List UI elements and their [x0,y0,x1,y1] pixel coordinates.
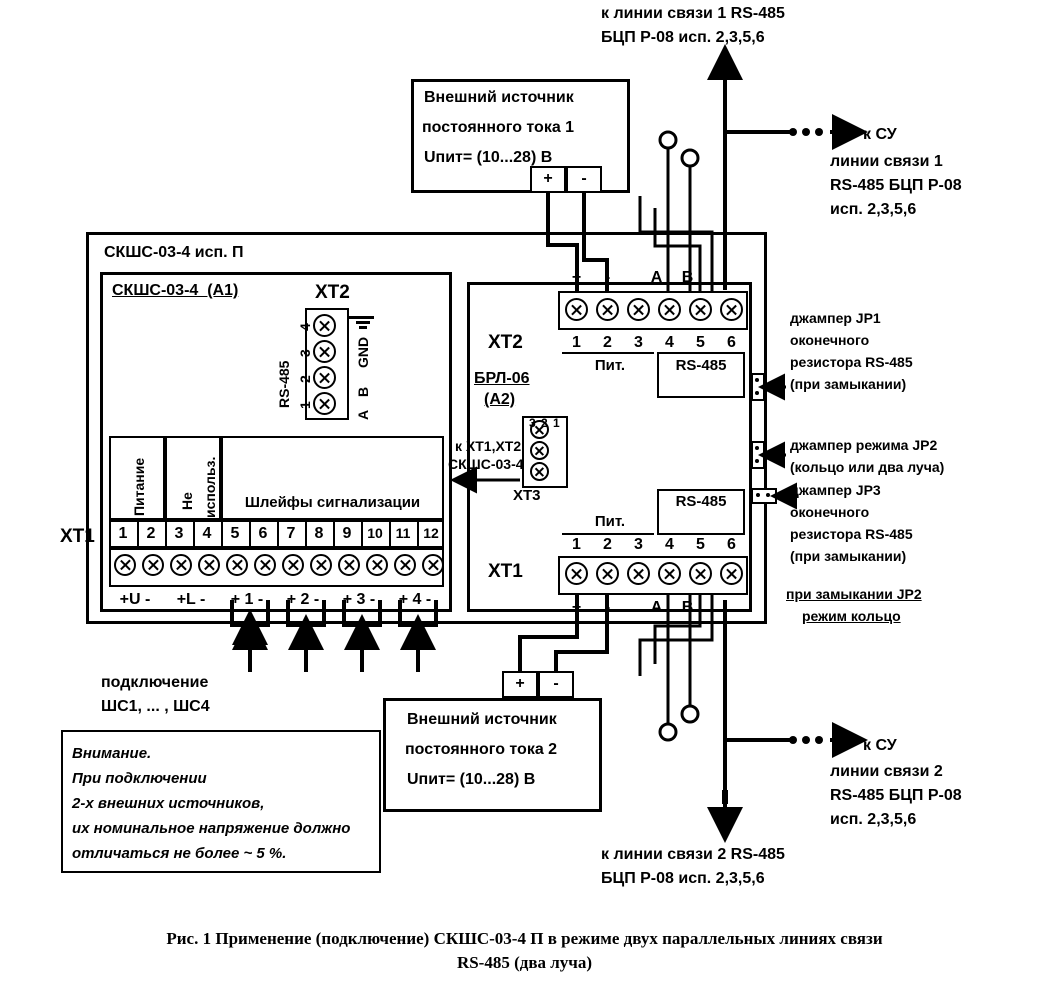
jp3-note-4: (при замыкании) [790,548,907,564]
a2-xt1-number-1: 1 [572,536,581,553]
a1-xt1-number-3: 3 [174,525,184,542]
a1-title: СКШС-03-4 (А1) [112,282,239,299]
a2-xt1-number-3: 3 [634,536,643,553]
label-su2-2: линии связи 2 [830,763,943,780]
jp1-note-3: резистора RS-485 [790,354,913,370]
label-su2-3: RS-485 БЦП Р-08 [830,787,962,804]
a2-xt2-mark-b: B [681,269,694,286]
a2-xt3-number-2: 2 [541,416,548,430]
a1-xt2-number-1: 1 [297,401,313,409]
label-line2-target-1: к линии связи 2 RS-485 [601,846,785,863]
a2-xt2-mark-a: A [650,269,663,286]
a1-xt1-number-10: 10 [367,525,383,541]
label-su1-2: линии связи 1 [830,153,943,170]
a2-xt1-rs485-label: RS-485 [675,493,727,510]
a2-xt1-number-5: 5 [696,536,705,553]
label-line1-target-2: БЦП Р-08 исп. 2,3,5,6 [601,29,765,46]
a1-group-power-label: Питание [131,457,147,516]
a1-xt2-label: XT2 [315,282,350,303]
a2-xt2-number-1: 1 [572,334,581,351]
a2-xt2-mark-plus: + [571,269,582,286]
psu1-line1: Внешний источник [424,89,574,106]
jp3-note-1: джампер JP3 [790,482,881,498]
a2-xt3-number-1: 1 [553,416,560,430]
a2-xt1-mark-b: B [681,599,694,616]
a2-xt1-number-4: 4 [665,536,674,553]
a1-group-loops-label: Шлейфы сигнализации [244,494,421,511]
warning-line-4: их номинальное напряжение должно [72,820,351,837]
a2-xt2-number-3: 3 [634,334,643,351]
a2-xt2-number-2: 2 [603,334,612,351]
psu2-minus-label: - [553,675,559,692]
psu2-line1: Внешний источник [407,711,557,728]
label-su1-4: исп. 2,3,5,6 [830,201,917,218]
a1-xt1-number-9: 9 [342,525,352,542]
a1-xt2-a-label: A [355,409,371,420]
a2-xt2-rs485-label: RS-485 [675,357,727,374]
jp3-note-2: оконечного [790,504,870,520]
label-line2-target-2: БЦП Р-08 исп. 2,3,5,6 [601,870,765,887]
a2-xt3-note-2: СКШС-03-4 [448,456,524,472]
a1-xt1-number-6: 6 [258,525,268,542]
a1-xt1-number-7: 7 [286,525,296,542]
jp3-note-3: резистора RS-485 [790,526,913,542]
a1-group-unused-label-1: Не [179,492,195,510]
a1-xt1-number-8: 8 [314,525,324,542]
psu2-line2: постоянного тока 2 [405,741,558,758]
warning-line-3: 2-х внешних источников, [72,795,265,812]
a2-xt2-number-6: 6 [727,334,736,351]
a1-xt1-number-4: 4 [202,525,212,542]
a1-xt2-rs485-label: RS-485 [276,360,292,408]
a2-subtitle: (А2) [484,391,516,408]
a1-polarity-1: +U - [119,591,151,608]
a2-xt3-label: XT3 [513,487,541,504]
a1-connect-note-2: ШС1, ... , ШС4 [101,698,210,715]
a1-xt2-number-2: 2 [297,375,313,383]
a2-xt1-label: XT1 [488,561,523,582]
a2-xt1-number-2: 2 [603,536,612,553]
a1-connect-note-1: подключение [101,674,209,691]
jp1-note-4: (при замыкании) [790,376,907,392]
a1-polarity-5: + 3 - [342,591,376,608]
warning-line-1: Внимание. [72,745,152,762]
psu2-plus-label: + [515,675,525,692]
a1-xt1-number-11: 11 [395,525,411,541]
a1-xt1-number-1: 1 [118,525,128,542]
a1-xt1-number-5: 5 [230,525,240,542]
label-su1-1: к СУ [863,126,897,143]
a2-xt3-number-3: 3 [529,416,536,430]
psu1-minus-label: - [581,170,587,187]
a1-polarity-2: +L - [176,591,206,608]
a1-xt1-number-12: 12 [423,525,439,541]
psu2-line3: Uпит= (10...28) В [407,771,536,788]
a2-xt2-number-5: 5 [696,334,705,351]
label-line1-target-1: к линии связи 1 RS-485 [601,5,785,22]
figure-caption-line2: RS-485 (два луча) [456,953,593,972]
a1-polarity-4: + 2 - [286,591,320,608]
label-su2-4: исп. 2,3,5,6 [830,811,917,828]
jp2-note-1: джампер режима JP2 [790,437,938,453]
figure-caption-line1: Рис. 1 Применение (подключение) СКШС-03-4 П в режиме двух параллельных линиях связи [166,929,883,948]
a1-xt1-number-2: 2 [146,525,156,542]
a1-xt2-number-4: 4 [297,323,313,331]
psu1-plus-label: + [543,170,553,187]
a2-xt2-number-4: 4 [665,334,674,351]
a2-xt1-mark-a: A [650,599,663,616]
a2-xt1-mark-plus: + [571,599,582,616]
a2-xt3-note-1: к XT1,XT2 [455,438,522,454]
psu1-line3: Uпит= (10...28) В [424,149,553,166]
a1-xt2-gnd-label: GND [355,336,371,368]
a2-xt1-mark-minus: - [604,599,611,616]
warning-line-2: При подключении [72,770,207,787]
warning-line-5: отличаться не более ~ 5 %. [72,845,287,862]
a1-xt2-b-label: B [355,386,371,397]
label-su1-3: RS-485 БЦП Р-08 [830,177,962,194]
a1-polarity-6: + 4 - [398,591,432,608]
jp1-note-2: оконечного [790,332,870,348]
jp2-note-2: (кольцо или два луча) [790,459,945,475]
a1-group-unused-label-2: использ. [202,456,218,518]
a2-xt2-label: XT2 [488,332,523,353]
a2-xt2-mark-minus: - [604,269,611,286]
a1-polarity-3: + 1 - [230,591,264,608]
a2-xt1-pit-label: Пит. [594,513,626,530]
psu1-line2: постоянного тока 1 [422,119,575,136]
device-title: СКШС-03-4 исп. П [104,244,244,261]
ring-note-2: режим кольцо [802,608,901,624]
label-su2-1: к СУ [863,737,897,754]
a1-xt2-number-3: 3 [297,349,313,357]
ring-note-1: при замыкании JP2 [786,586,922,602]
a2-xt2-pit-label: Пит. [594,357,626,374]
jp1-note-1: джампер JP1 [790,310,881,326]
a1-xt1-label: XT1 [60,526,95,547]
a2-title: БРЛ-06 [474,370,530,387]
a2-xt1-number-6: 6 [727,536,736,553]
